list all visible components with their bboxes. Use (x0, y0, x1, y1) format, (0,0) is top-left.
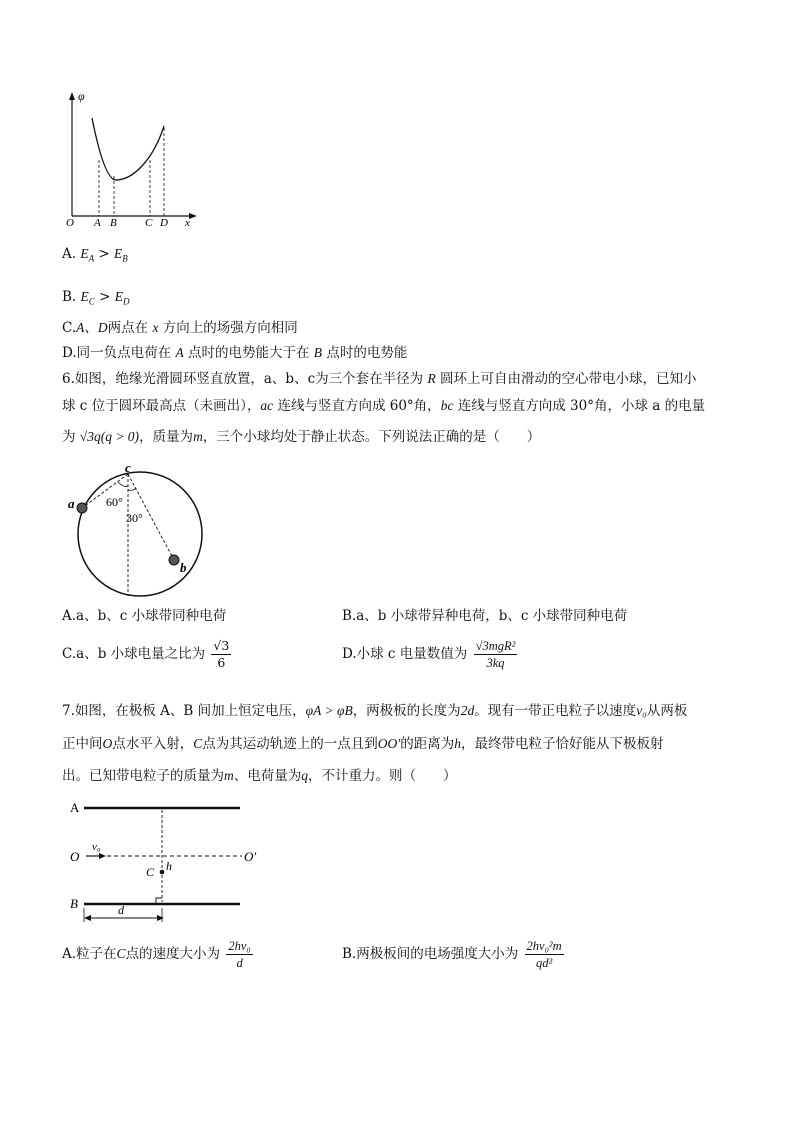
q7-option-a: A.粒子在C点的速度大小为 $\frac{\text{2hv₀}}{d}$ (62, 939, 251, 970)
tick-C: C (145, 217, 153, 228)
q5-option-b: B. $E_C > E_D$ (62, 289, 130, 307)
label-h: h (166, 859, 172, 873)
q5-option-a: A. $E_A > E_B$ (62, 246, 128, 264)
q7-stem-line2: 正中间O点水平入射，C点为其运动轨迹上的一点且到OO′的距离为h，最终带电粒子恰好能从下极板射 (62, 736, 664, 752)
label-d: d (118, 903, 124, 917)
label-v0: v₀ (92, 841, 101, 853)
q6-option-d: D.小球 c 电量数值为 $\frac{\text{√3mgR²}}{3kq}$ (342, 639, 516, 670)
q5-option-d: D.同一负点电荷在 A 点时的电势能大于在 B 点时的电势能 (62, 345, 408, 361)
q6-stem-line3: 为 √3q(q > 0)，质量为m，三个小球均处于静止状态。下列说法正确的是（ ） (62, 429, 541, 445)
q6-stem-line2: 球 c 位于圆环最高点（未画出），ac 连线与竖直方向成 60°角，bc 连线与竖直方向成 30°角，小球 a 的电量 (62, 398, 706, 414)
potential-graph (58, 88, 208, 228)
label-a: a (68, 496, 75, 511)
q6-option-a: A.a、b、c 小球带同种电荷 (62, 608, 227, 624)
label-b: b (180, 560, 187, 575)
q6-option-b: B.a、b 小球带异种电荷，b、c 小球带同种电荷 (342, 608, 628, 624)
tick-A: A (94, 217, 101, 228)
ball-b (169, 555, 179, 565)
axis-x-label: x (185, 217, 190, 228)
tick-B: B (110, 217, 117, 228)
label-o-prime: O′ (244, 849, 257, 864)
angle-30: 30° (126, 511, 143, 525)
ring (78, 472, 202, 596)
ball-a (77, 503, 87, 513)
angle-60: 60° (106, 495, 123, 509)
axis-y-label: φ (78, 89, 85, 103)
q7-stem-line3: 出。已知带电粒子的质量为m、电荷量为q，不计重力。则（ ） (62, 768, 457, 784)
origin-label: O (66, 217, 74, 228)
plates-diagram (62, 796, 272, 926)
q5-option-c: C.A、D两点在 x 方向上的场强方向相同 (62, 320, 298, 336)
ring-diagram (62, 462, 222, 602)
q7-option-b: B.两极板间的电场强度大小为 $\frac{\text{2hv₀²m}}{\text{qd²}}$ (342, 939, 562, 970)
label-plate-b: B (70, 896, 78, 911)
tick-D: D (160, 217, 168, 228)
q7-stem-line1: 7.如图，在极板 A、B 间加上恒定电压，φA > φB，两极板的长度为2d。现有一带正电粒子以速度v₀从两板 (62, 703, 688, 719)
q6-option-c: C.a、b 小球电量之比为 $\frac{√3}{6}$ (62, 638, 230, 670)
q6-stem-line1: 6.如图，绝缘光滑圆环竖直放置，a、b、c为三个套在半径为 R 圆环上可自由滑动的空心带电小球，已知小 (62, 371, 697, 387)
label-o: O (70, 849, 80, 864)
label-plate-a: A (70, 800, 80, 815)
phi-curve (92, 118, 164, 180)
point-c (160, 870, 165, 875)
label-c: c (125, 462, 131, 475)
label-c: C (146, 865, 155, 879)
